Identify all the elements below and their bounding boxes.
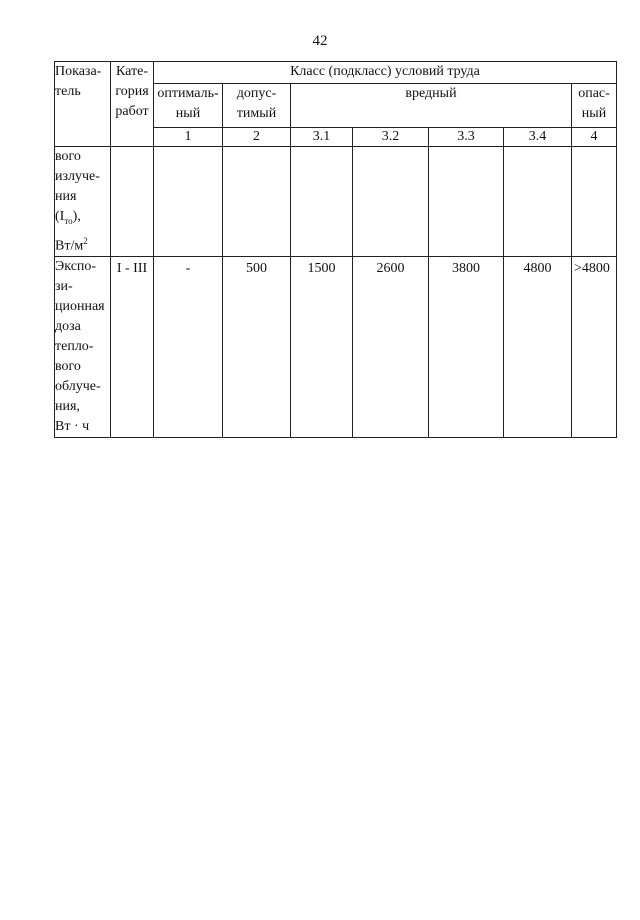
header-num-3-1: 3.1 [291,128,353,147]
row1-indicator-unit: ), Вт/м [55,209,84,254]
header-num-3-2: 3.2 [353,128,429,147]
row2-val-6: 4800 [504,257,572,438]
row1-val-3 [291,147,353,257]
row1-val-2 [223,147,291,257]
header-num-4: 4 [572,128,617,147]
header-num-1: 1 [154,128,223,147]
page-number: 42 [312,33,328,49]
row1-val-4 [353,147,429,257]
row2-indicator: Экспо- зи- ционная доза тепло- вого облуче- ния, Вт · ч [55,257,111,438]
table-row [55,257,617,438]
row2-category: I - III [111,257,154,438]
row1-indicator-subscript: то [64,215,73,226]
row1-indicator-text: вого излуче- ния (I [55,149,100,224]
header-category: Кате- гория работ [111,62,154,147]
row2-val-5: 3800 [429,257,504,438]
row1-indicator [55,147,111,257]
row1-indicator-superscript: 2 [83,235,88,246]
row1-val-7 [572,147,617,257]
working-conditions-table [54,61,617,438]
row2-val-7: >4800 [572,257,617,438]
header-harmful: вредный [291,84,572,128]
header-permissible: допус- тимый [223,84,291,128]
header-optimal: оптималь- ный [154,84,223,128]
row2-val-1: - [154,257,223,438]
header-indicator: Показа- тель [55,62,111,147]
row2-val-4: 2600 [353,257,429,438]
header-dangerous: опас- ный [572,84,617,128]
table-row [55,147,617,257]
header-class-group: Класс (подкласс) условий труда [154,62,617,84]
row1-val-1 [154,147,223,257]
header-num-3-4: 3.4 [504,128,572,147]
row1-val-6 [504,147,572,257]
header-num-3-3: 3.3 [429,128,504,147]
header-num-2: 2 [223,128,291,147]
row1-category [111,147,154,257]
row2-val-2: 500 [223,257,291,438]
row2-val-3: 1500 [291,257,353,438]
row1-val-5 [429,147,504,257]
